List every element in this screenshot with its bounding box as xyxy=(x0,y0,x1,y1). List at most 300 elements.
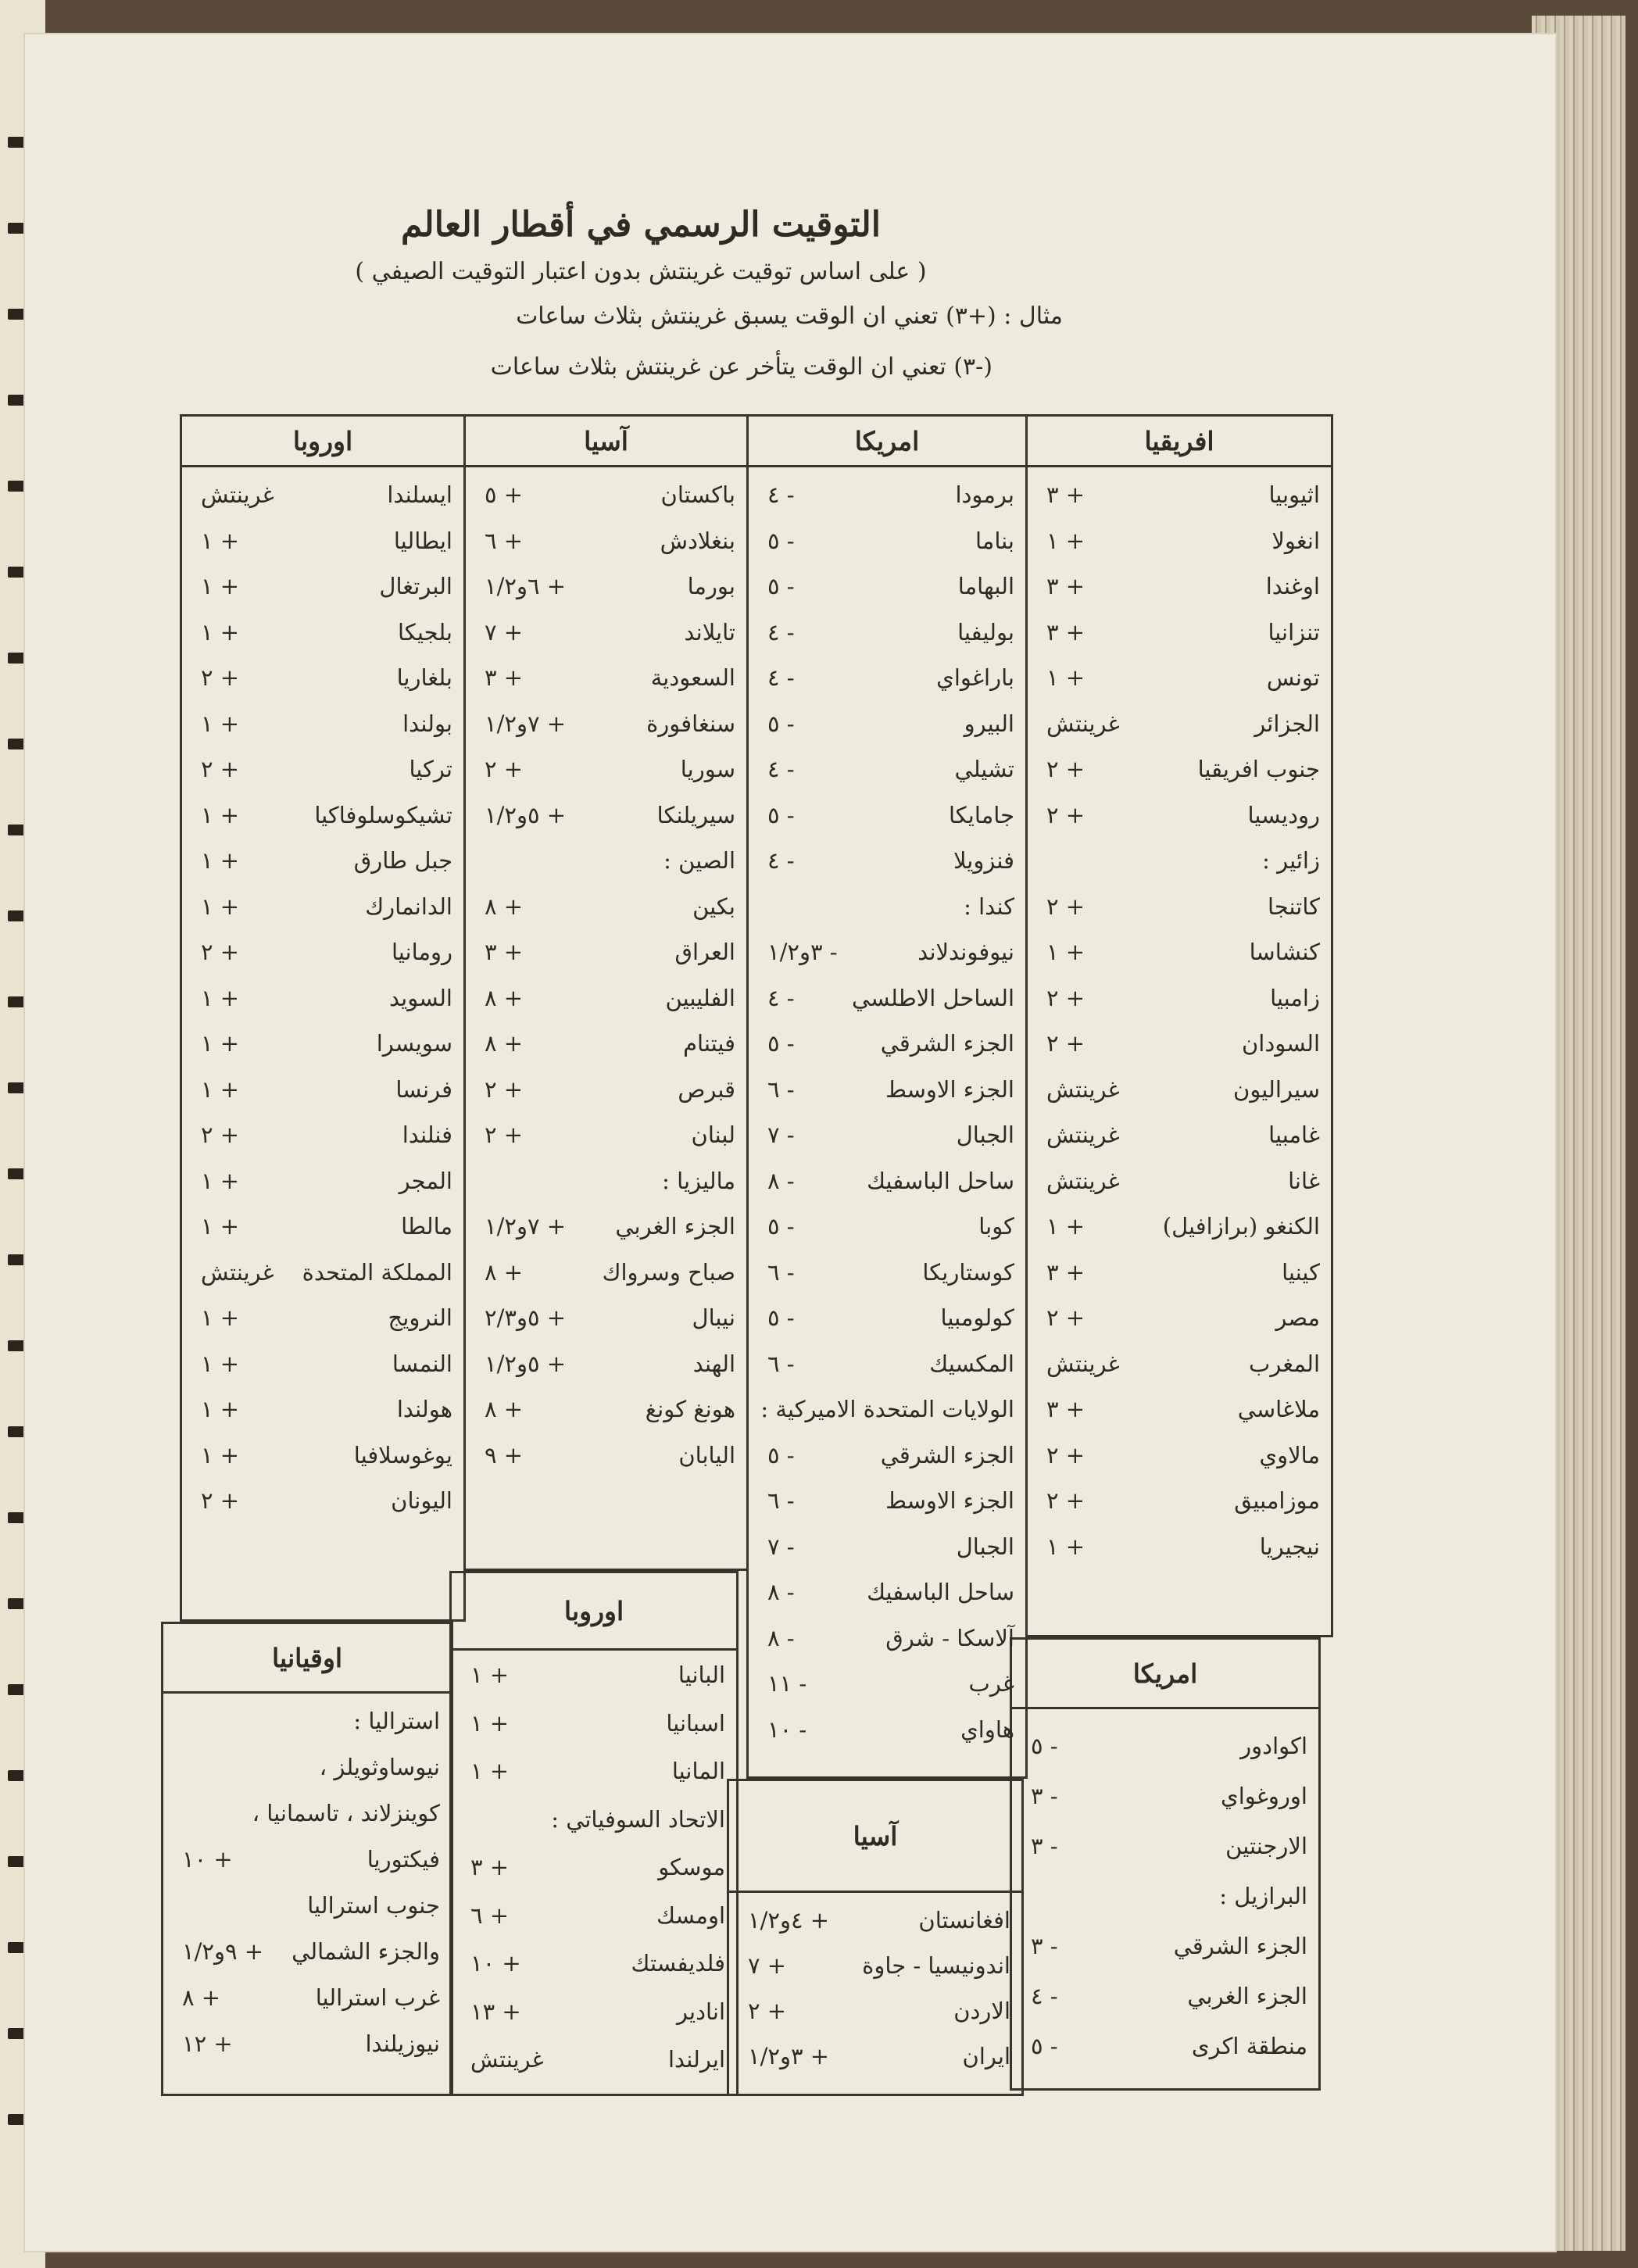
country-name: تشيكوسلوفاكيا xyxy=(314,801,452,828)
time-offset: + ١ xyxy=(201,1075,240,1103)
time-offset: - ٥ xyxy=(767,1030,795,1057)
table-row xyxy=(1039,1342,1320,1386)
country-name: بلغاريا xyxy=(396,664,452,691)
time-offset: - ٥ xyxy=(767,801,795,828)
country-name: ساحل الباسفيك xyxy=(867,1167,1014,1194)
time-offset: - ٣ xyxy=(1031,1933,1058,1959)
country-name: بورما xyxy=(687,573,735,599)
time-offset: - ٥ xyxy=(767,1441,795,1468)
time-offset: + ١ xyxy=(201,618,240,646)
asia-header: آسيا xyxy=(466,417,746,467)
table-row xyxy=(463,2037,725,2081)
table-row xyxy=(193,1159,452,1203)
country-name: مصر xyxy=(1275,1304,1320,1331)
table-row xyxy=(477,656,735,699)
table-row xyxy=(193,1113,452,1157)
table-row xyxy=(760,793,1014,837)
table-row xyxy=(1039,519,1320,563)
table-row xyxy=(760,519,1014,563)
time-offset: + ٨ xyxy=(485,893,524,920)
table-row xyxy=(193,885,452,928)
time-offset: + ١ xyxy=(201,801,240,828)
table-row xyxy=(477,1021,735,1065)
time-offset: + ٤و١/٢ xyxy=(748,1907,830,1934)
time-offset: + ٦ xyxy=(485,527,524,554)
table-row xyxy=(760,702,1014,746)
country-name: فنزويلا xyxy=(953,847,1014,874)
time-offset: + ٣ xyxy=(1046,618,1085,646)
country-name: جبل طارق xyxy=(353,847,452,874)
table-row xyxy=(174,1745,440,1789)
time-offset: + ١ xyxy=(201,984,240,1011)
document-page xyxy=(23,33,1557,2252)
country-name: المكسيك xyxy=(929,1350,1014,1377)
country-name: الجزء الاوسط xyxy=(885,1075,1014,1103)
country-name: زائير : xyxy=(1262,847,1320,874)
time-offset: + ٧ xyxy=(485,618,524,646)
time-offset: - ٤ xyxy=(767,481,795,508)
country-name: الجزء الشرقي xyxy=(880,1441,1014,1468)
table-row xyxy=(477,519,735,563)
country-name: فيتنام xyxy=(683,1030,735,1057)
europe-header: اوروبا xyxy=(182,417,463,467)
oceania-table xyxy=(161,1622,453,2096)
country-name: الهند xyxy=(692,1350,735,1377)
time-offset: + ١ xyxy=(470,1709,510,1737)
time-offset: - ٥ xyxy=(767,1304,795,1331)
country-name: تنزانيا xyxy=(1268,618,1320,646)
time-offset: + ١ xyxy=(470,1758,510,1784)
time-offset: + ٢ xyxy=(485,1075,524,1103)
time-offset: - ٣ xyxy=(1031,1783,1058,1809)
country-name: صباح وسرواك xyxy=(602,1258,735,1286)
country-name: كوبا xyxy=(978,1213,1014,1240)
time-offset: + ١ xyxy=(201,1030,240,1057)
table-row xyxy=(1039,1250,1320,1294)
table-row xyxy=(740,2034,1010,2078)
country-name: نيجيريا xyxy=(1259,1533,1320,1560)
page-title: التوقيت الرسمي في أقطار العالم xyxy=(401,205,881,245)
table-row xyxy=(760,1433,1014,1477)
time-offset: + ٢ xyxy=(201,1487,240,1514)
table-row xyxy=(1023,1724,1307,1768)
time-offset: + ٨ xyxy=(485,1030,524,1057)
table-row xyxy=(193,930,452,974)
time-offset: + ٢ xyxy=(1046,893,1085,920)
time-offset: - ٣و١/٢ xyxy=(767,939,838,965)
time-offset: + ٢ xyxy=(1046,1441,1085,1468)
table-row xyxy=(477,1250,735,1294)
time-offset: + ١ xyxy=(1046,527,1085,554)
country-name: الاتحاد السوفياتي : xyxy=(551,1805,725,1833)
table-row xyxy=(477,610,735,654)
time-offset: + ١ xyxy=(1046,1213,1085,1240)
country-name: السعودية xyxy=(650,664,735,691)
time-offset: + ١ xyxy=(1046,664,1085,691)
time-offset: + ٥و١/٢ xyxy=(485,1350,567,1377)
table-row xyxy=(1023,1924,1307,1968)
table-row xyxy=(1039,656,1320,699)
time-offset: + ٨ xyxy=(485,984,524,1011)
table-row xyxy=(174,1930,440,1973)
time-offset: + ٣ xyxy=(470,1854,510,1880)
table-row xyxy=(1039,976,1320,1020)
america-table xyxy=(746,414,1028,1779)
time-offset: + ١٠ xyxy=(470,1950,521,1976)
time-offset: - ٦ xyxy=(767,1487,795,1514)
table-row xyxy=(477,793,735,837)
time-offset: + ٣ xyxy=(485,664,524,691)
country-name: جامايكا xyxy=(948,801,1014,828)
country-name: تايلاند xyxy=(684,618,735,646)
america-south-table xyxy=(1010,1637,1321,2091)
country-name: الجزائر xyxy=(1254,710,1320,737)
time-offset: + ٢ xyxy=(1046,1030,1085,1057)
time-offset: + ١ xyxy=(201,1350,240,1377)
time-offset: غرينتش xyxy=(201,1258,274,1286)
table-row xyxy=(760,656,1014,699)
time-offset: - ٨ xyxy=(767,1579,795,1605)
country-name: الجزء الشرقي xyxy=(880,1030,1014,1057)
time-offset: + ١ xyxy=(1046,1533,1085,1560)
table-row xyxy=(760,1296,1014,1340)
table-row xyxy=(477,747,735,791)
table-row xyxy=(193,1296,452,1340)
country-name: موزامبيق xyxy=(1234,1487,1320,1514)
country-name: الجبال xyxy=(956,1533,1014,1560)
table-row xyxy=(1039,930,1320,974)
example-line: (-٣) تعني ان الوقت يتأخر عن غرينتش بثلاث ساعات xyxy=(490,353,992,381)
table-row xyxy=(1039,1204,1320,1248)
country-name: غامبيا xyxy=(1268,1121,1320,1148)
country-name: غرب xyxy=(968,1670,1014,1697)
table-row xyxy=(740,1898,1010,1942)
country-name: ايسلندا xyxy=(387,481,452,508)
country-name: النرويج xyxy=(388,1304,452,1331)
table-row xyxy=(760,1250,1014,1294)
country-name: اليابان xyxy=(678,1441,735,1468)
country-name: السودان xyxy=(1241,1030,1320,1057)
time-offset: غرينتش xyxy=(1046,710,1120,737)
country-name: السويد xyxy=(388,984,452,1011)
country-name: هاواي xyxy=(960,1715,1014,1743)
country-name: انغولا xyxy=(1271,527,1320,554)
country-name: كينيا xyxy=(1282,1258,1320,1286)
example-line: مثال : (+٣) تعني ان الوقت يسبق غرينتش بثلاث ساعات xyxy=(516,302,1063,330)
country-name: سيريلنكا xyxy=(656,801,735,828)
table-row xyxy=(760,1479,1014,1522)
table-row xyxy=(174,1976,440,2019)
country-name: مالطا xyxy=(401,1213,452,1240)
table-row xyxy=(1039,1387,1320,1431)
time-offset: - ٤ xyxy=(767,664,795,691)
time-offset: - ٤ xyxy=(1031,1983,1058,2009)
time-offset: + ٢ xyxy=(201,664,240,691)
time-offset: + ٢ xyxy=(1046,1487,1085,1514)
country-name: الجبال xyxy=(956,1121,1014,1148)
table-row xyxy=(193,1250,452,1294)
country-name: الجزء الشرقي xyxy=(1173,1933,1307,1959)
asia-table xyxy=(463,414,749,1571)
country-name: البهاما xyxy=(957,573,1014,599)
table-row xyxy=(463,1701,725,1745)
table-row xyxy=(760,747,1014,791)
table-row xyxy=(463,1653,725,1697)
table-row xyxy=(1039,747,1320,791)
table-row xyxy=(1023,2024,1307,2068)
country-name: كندا : xyxy=(964,893,1014,920)
time-offset: - ٥ xyxy=(767,573,795,599)
country-name: كوستاريكا xyxy=(922,1258,1014,1286)
time-offset: + ٧و١/٢ xyxy=(485,710,567,737)
country-name: اندونيسيا - جاوة xyxy=(862,1952,1010,1979)
table-row xyxy=(463,1990,725,2034)
time-offset: - ١١ xyxy=(767,1670,807,1697)
country-name: ماليزيا : xyxy=(662,1167,735,1194)
table-row xyxy=(1023,1824,1307,1868)
table-row xyxy=(760,930,1014,974)
table-row xyxy=(193,1433,452,1477)
table-row xyxy=(463,1941,725,1985)
country-name: افغانستان xyxy=(918,1907,1010,1934)
country-name: بكين xyxy=(692,893,735,920)
country-name: البرازيل : xyxy=(1219,1883,1307,1909)
country-name: هونغ كونغ xyxy=(645,1396,735,1422)
country-name: زامبيا xyxy=(1270,984,1320,1011)
time-offset: + ٨ xyxy=(485,1258,524,1286)
time-offset: - ٤ xyxy=(767,984,795,1011)
table-row xyxy=(477,1159,735,1203)
time-offset: + ١٣ xyxy=(470,1998,521,2025)
country-name: بولندا xyxy=(402,710,452,737)
time-offset: + ١ xyxy=(1046,939,1085,965)
country-name: الفليبين xyxy=(665,984,735,1011)
table-row xyxy=(463,1845,725,1889)
europe-middle-header: اوروبا xyxy=(452,1573,736,1651)
country-name: كنشاسا xyxy=(1249,939,1320,965)
country-name: ساحل الباسفيك xyxy=(867,1579,1014,1605)
country-name: روديسيا xyxy=(1247,801,1320,828)
country-name: المملكة المتحدة xyxy=(302,1258,452,1286)
africa-table xyxy=(1025,414,1333,1637)
country-name: ملاغاسي xyxy=(1237,1396,1320,1422)
time-offset: + ٧ xyxy=(748,1952,787,1979)
country-name: بوليفيا xyxy=(957,618,1014,646)
country-name: نيوفوندلاند xyxy=(917,939,1014,965)
table-row xyxy=(477,564,735,608)
table-row xyxy=(760,1204,1014,1248)
time-offset: + ١ xyxy=(201,573,240,599)
table-row xyxy=(760,1662,1014,1705)
country-name: كوينزلاند ، تاسمانيا ، xyxy=(252,1800,440,1826)
table-row xyxy=(1039,885,1320,928)
time-offset: + ١ xyxy=(201,527,240,554)
time-offset: + ٣ xyxy=(1046,1258,1085,1286)
country-name: رومانيا xyxy=(391,939,452,965)
time-offset: - ٥ xyxy=(1031,2033,1058,2059)
table-row xyxy=(740,1944,1010,1987)
country-name: نيوساوثويلز ، xyxy=(319,1754,440,1780)
country-name: الكنغو (برازافيل) xyxy=(1162,1213,1320,1240)
country-name: فيكتوريا xyxy=(367,1846,440,1873)
country-name: جنوب استراليا xyxy=(307,1892,440,1919)
country-name: البرتغال xyxy=(379,573,452,599)
country-name: استراليا : xyxy=(353,1708,440,1734)
country-name: هولندا xyxy=(396,1396,452,1422)
africa-header: افريقيا xyxy=(1028,417,1331,467)
time-offset: + ٢ xyxy=(485,1121,524,1148)
country-name: سوريا xyxy=(680,756,735,782)
time-offset: + ١ xyxy=(201,1167,240,1194)
table-row xyxy=(1039,1021,1320,1065)
table-row xyxy=(193,1387,452,1431)
time-offset: + ١٠ xyxy=(182,1846,233,1873)
table-row xyxy=(174,1837,440,1881)
country-name: الساحل الاطلسي xyxy=(851,984,1014,1011)
table-row xyxy=(463,1798,725,1841)
country-name: نيبال xyxy=(692,1304,735,1331)
table-row xyxy=(174,2022,440,2066)
country-name: تونس xyxy=(1266,664,1320,691)
table-row xyxy=(1039,473,1320,517)
country-name: آلاسكا - شرق xyxy=(885,1624,1014,1651)
time-offset: + ٣و١/٢ xyxy=(748,2043,830,2069)
table-row xyxy=(1023,1874,1307,1918)
time-offset: - ٧ xyxy=(767,1121,795,1148)
table-row xyxy=(1023,1774,1307,1818)
country-name: فنلندا xyxy=(402,1121,452,1148)
europe-middle-table xyxy=(449,1571,739,2096)
country-name: العراق xyxy=(674,939,735,965)
time-offset: + ١ xyxy=(470,1662,510,1688)
table-row xyxy=(477,1296,735,1340)
country-name: جنوب افريقيا xyxy=(1197,756,1320,782)
table-row xyxy=(477,473,735,517)
country-name: برمودا xyxy=(955,481,1014,508)
table-row xyxy=(760,885,1014,928)
table-row xyxy=(1039,564,1320,608)
time-offset: + ٨ xyxy=(182,1984,221,2011)
time-offset: + ١٢ xyxy=(182,2030,233,2057)
table-row xyxy=(1039,1068,1320,1111)
table-row xyxy=(193,610,452,654)
country-name: كاتنجا xyxy=(1267,893,1320,920)
table-row xyxy=(193,747,452,791)
country-name: البيرو xyxy=(964,710,1014,737)
country-name: الدانمارك xyxy=(365,893,452,920)
time-offset: - ٤ xyxy=(767,618,795,646)
table-row xyxy=(1039,1296,1320,1340)
time-offset: + ٢ xyxy=(748,1998,787,2024)
country-name: المانيا xyxy=(671,1758,725,1784)
country-name: منطقة اكرى xyxy=(1191,2033,1307,2059)
time-offset: - ٦ xyxy=(767,1350,795,1377)
table-row xyxy=(193,1342,452,1386)
table-row xyxy=(1039,702,1320,746)
country-name: بناما xyxy=(975,527,1014,554)
country-name: باراغواي xyxy=(936,664,1014,691)
time-offset: + ٥و٢/٣ xyxy=(485,1304,567,1331)
time-offset: غرينتش xyxy=(1046,1075,1120,1103)
table-row xyxy=(477,1387,735,1431)
time-offset: + ٢ xyxy=(201,756,240,782)
time-offset: - ٤ xyxy=(767,756,795,782)
table-row xyxy=(193,793,452,837)
time-offset: - ٥ xyxy=(767,1213,795,1240)
table-row xyxy=(760,839,1014,882)
country-name: فرنسا xyxy=(395,1075,452,1103)
table-row xyxy=(1039,1113,1320,1157)
time-offset: + ٩و١/٢ xyxy=(182,1938,264,1965)
time-offset: + ٢ xyxy=(1046,756,1085,782)
europe-table xyxy=(180,414,466,1622)
table-row xyxy=(760,610,1014,654)
country-name: البانيا xyxy=(678,1662,725,1688)
table-row xyxy=(477,1433,735,1477)
country-name: بنغلادش xyxy=(660,527,735,554)
table-row xyxy=(193,473,452,517)
table-row xyxy=(1039,793,1320,837)
table-row xyxy=(463,1749,725,1793)
america-south-header: امريكا xyxy=(1012,1640,1318,1709)
time-offset: + ٢ xyxy=(1046,984,1085,1011)
country-name: اثيوبيا xyxy=(1268,481,1320,508)
time-offset: - ٣ xyxy=(1031,1833,1058,1859)
table-row xyxy=(760,473,1014,517)
table-row xyxy=(477,1113,735,1157)
country-name: اليونان xyxy=(391,1487,452,1514)
table-row xyxy=(193,1021,452,1065)
time-offset: - ٦ xyxy=(767,1075,795,1103)
time-offset: + ١ xyxy=(201,1441,240,1468)
table-row xyxy=(193,702,452,746)
table-row xyxy=(760,1570,1014,1614)
time-offset: + ١ xyxy=(201,1213,240,1240)
table-row xyxy=(174,1791,440,1835)
time-offset: + ٣ xyxy=(1046,1396,1085,1422)
country-name: سويسرا xyxy=(376,1030,452,1057)
table-row xyxy=(193,1479,452,1522)
time-offset: + ٦و١/٢ xyxy=(485,573,567,599)
table-row xyxy=(477,839,735,882)
table-row xyxy=(477,1204,735,1248)
asia-bottom-header: آسيا xyxy=(729,1781,1021,1893)
table-row xyxy=(1039,1525,1320,1569)
time-offset: + ٩ xyxy=(485,1441,524,1468)
table-row xyxy=(760,1525,1014,1569)
time-offset: - ٦ xyxy=(767,1258,795,1286)
time-offset: - ٥ xyxy=(1031,1733,1058,1759)
country-name: ايرلندا xyxy=(668,2046,725,2073)
table-row xyxy=(463,1894,725,1937)
table-row xyxy=(174,1883,440,1927)
country-name: الولايات المتحدة الاميركية : xyxy=(760,1396,1014,1422)
country-name: نيوزيلندا xyxy=(365,2030,440,2057)
time-offset: + ٢ xyxy=(1046,1304,1085,1331)
country-name: اوروغواي xyxy=(1221,1783,1307,1809)
table-row xyxy=(760,1021,1014,1065)
country-name: كولومبيا xyxy=(940,1304,1014,1331)
country-name: لبنان xyxy=(691,1121,735,1148)
time-offset: غرينتش xyxy=(1046,1350,1120,1377)
table-row xyxy=(174,1699,440,1743)
country-name: باكستان xyxy=(660,481,735,508)
table-row xyxy=(193,564,452,608)
table-row xyxy=(760,1159,1014,1203)
table-row xyxy=(1039,1159,1320,1203)
time-offset: + ١ xyxy=(201,1396,240,1422)
table-row xyxy=(193,656,452,699)
